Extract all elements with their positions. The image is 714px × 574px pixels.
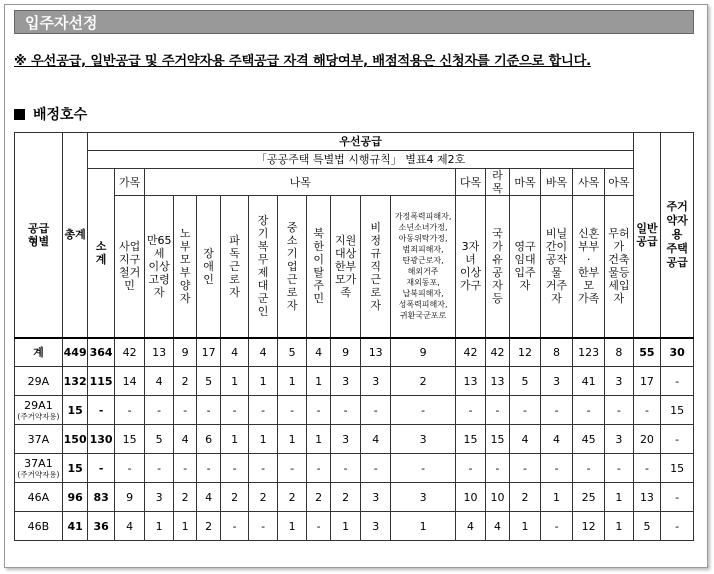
row-cell: - — [573, 454, 605, 483]
row-cell: 1 — [277, 425, 307, 454]
row-cell: - — [277, 454, 307, 483]
row-cell: - — [361, 454, 391, 483]
header-da: 다목 — [456, 169, 486, 196]
header-subtotal: 소 계 — [88, 169, 114, 338]
row-general: - — [633, 396, 661, 425]
row-cell: - — [330, 454, 361, 483]
section-title-label: 배정호수 — [33, 107, 88, 123]
row-cell: - — [307, 512, 330, 541]
header-col-10: 가정폭력피해자, 소년소녀가정, 아동위탁가정, 범죄피해자, 탄광근로자, 해외거주 재외동포, 납북피해자, 성폭력피해자, 귀환국군포로 — [390, 196, 455, 338]
row-elderly: - — [661, 512, 694, 541]
row-cell: - — [510, 396, 541, 425]
row-type: 37A — [27, 432, 50, 446]
row-cell: 5 — [510, 367, 541, 396]
row-subtotal: 36 — [88, 512, 114, 541]
header-col-12: 국 가 유 공 자 등 — [485, 196, 509, 338]
header-na: 나목 — [145, 169, 456, 196]
header-col-16: 무허 가 건축 물등 세입 자 — [604, 196, 633, 338]
row-total: 132 — [62, 367, 87, 396]
header-ga: 가목 — [114, 169, 145, 196]
row-cell: 4 — [361, 425, 391, 454]
header-col-11: 3자 녀 이상 가구 — [456, 196, 486, 338]
table-row — [15, 512, 694, 541]
row-cell: 2 — [307, 483, 330, 512]
row-cell: - — [249, 512, 278, 541]
row-cell: 1 — [510, 512, 541, 541]
row-cell: 1 — [307, 425, 330, 454]
row-cell: - — [390, 396, 455, 425]
row-cell: 3 — [390, 425, 455, 454]
row-cell: - — [456, 396, 486, 425]
row-cell: - — [510, 454, 541, 483]
row-cell: 13 — [361, 338, 391, 367]
table-row — [15, 338, 694, 367]
row-cell: 4 — [114, 512, 145, 541]
row-cell: 9 — [114, 483, 145, 512]
row-cell: 2 — [173, 483, 196, 512]
row-type: 46A — [27, 490, 50, 504]
row-type-cell — [15, 454, 63, 483]
row-cell: 3 — [540, 367, 573, 396]
row-cell: - — [604, 454, 633, 483]
row-cell: - — [145, 454, 174, 483]
row-type-cell — [15, 367, 63, 396]
row-cell: 1 — [390, 512, 455, 541]
row-cell: - — [220, 454, 249, 483]
row-cell: - — [249, 454, 278, 483]
row-cell: - — [540, 454, 573, 483]
row-cell: 5 — [145, 425, 174, 454]
allocation-table-wrap — [14, 132, 694, 541]
row-type: 46B — [27, 519, 50, 533]
row-elderly: 15 — [661, 454, 694, 483]
notice-text: ※ 우선공급, 일반공급 및 주거약자용 주택공급 자격 해당여부, 배점적용은 신청자를 기준으로 합니다. — [14, 54, 591, 69]
row-cell: - — [145, 396, 174, 425]
row-cell: 12 — [510, 338, 541, 367]
row-cell: 2 — [330, 483, 361, 512]
row-cell: 123 — [573, 338, 605, 367]
row-type-sub: (주거약자용) — [17, 412, 60, 421]
row-cell: - — [540, 512, 573, 541]
row-cell: - — [277, 396, 307, 425]
row-cell: - — [361, 396, 391, 425]
row-cell: 4 — [220, 338, 249, 367]
row-general: 5 — [633, 512, 661, 541]
row-cell: 6 — [197, 425, 220, 454]
row-subtotal: - — [88, 396, 114, 425]
row-type-sub: (주거약자용) — [17, 470, 60, 479]
row-cell: 4 — [485, 512, 509, 541]
header-ra: 라 목 — [485, 169, 509, 196]
row-cell: 13 — [456, 367, 486, 396]
header-col-9: 비 정 규 직 근 로 자 — [361, 196, 391, 338]
header-col-0: 사업 지구 철거 민 — [114, 196, 145, 338]
row-cell: - — [114, 454, 145, 483]
row-total: 41 — [62, 512, 87, 541]
row-elderly: 30 — [661, 338, 694, 367]
row-cell: - — [197, 454, 220, 483]
row-cell: 4 — [249, 338, 278, 367]
header-col-3: 장 애 인 — [197, 196, 220, 338]
header-ba: 바목 — [540, 169, 573, 196]
row-cell: 14 — [114, 367, 145, 396]
row-cell: 4 — [540, 425, 573, 454]
header-sa: 사목 — [573, 169, 605, 196]
row-elderly: - — [661, 483, 694, 512]
row-cell: - — [249, 396, 278, 425]
table-row — [15, 483, 694, 512]
header-col-1: 만65 세 이상 고령 자 — [145, 196, 174, 338]
row-cell: 15 — [114, 425, 145, 454]
row-cell: - — [307, 454, 330, 483]
row-cell: 42 — [456, 338, 486, 367]
row-general: - — [633, 454, 661, 483]
row-cell: 4 — [145, 367, 174, 396]
row-cell: 3 — [330, 367, 361, 396]
row-type: 37A1 — [24, 457, 53, 470]
row-cell: 3 — [361, 483, 391, 512]
row-cell: 15 — [456, 425, 486, 454]
row-elderly: - — [661, 367, 694, 396]
row-cell: 3 — [361, 367, 391, 396]
row-cell: - — [485, 396, 509, 425]
row-cell: 3 — [145, 483, 174, 512]
row-cell: 2 — [277, 483, 307, 512]
row-cell: 9 — [330, 338, 361, 367]
row-cell: 9 — [390, 338, 455, 367]
row-cell: 3 — [330, 425, 361, 454]
row-cell: 3 — [604, 367, 633, 396]
row-total: 15 — [62, 454, 87, 483]
header-col-6: 중 소 기 업 근 로 자 — [277, 196, 307, 338]
row-cell: 4 — [173, 425, 196, 454]
header-col-2: 노 부 모 부 양 자 — [173, 196, 196, 338]
row-cell: 2 — [249, 483, 278, 512]
header-col-7: 북 한 이 탈 주 민 — [307, 196, 330, 338]
row-subtotal: 115 — [88, 367, 114, 396]
row-cell: 4 — [456, 512, 486, 541]
row-cell: - — [485, 454, 509, 483]
row-total: 150 — [62, 425, 87, 454]
table-row — [15, 425, 694, 454]
row-cell: 5 — [197, 367, 220, 396]
row-cell: 13 — [485, 367, 509, 396]
row-cell: 13 — [145, 338, 174, 367]
row-cell: 4 — [197, 483, 220, 512]
row-total: 15 — [62, 396, 87, 425]
row-cell: - — [220, 512, 249, 541]
row-subtotal: 83 — [88, 483, 114, 512]
row-cell: 8 — [604, 338, 633, 367]
row-cell: - — [456, 454, 486, 483]
row-type-cell — [15, 483, 63, 512]
row-cell: 41 — [573, 367, 605, 396]
header-total: 총계 — [62, 133, 87, 338]
row-cell: 1 — [220, 425, 249, 454]
row-cell: - — [173, 454, 196, 483]
row-type-cell — [15, 512, 63, 541]
row-cell: 8 — [540, 338, 573, 367]
header-a: 아목 — [604, 169, 633, 196]
row-general: 13 — [633, 483, 661, 512]
row-cell: - — [330, 396, 361, 425]
row-type-cell — [15, 425, 63, 454]
row-cell: - — [173, 396, 196, 425]
header-col-8: 지원 대상 한부 모가 족 — [330, 196, 361, 338]
section-header-bar: 입주자선정 — [14, 10, 694, 34]
row-cell: 1 — [277, 367, 307, 396]
row-cell: 2 — [510, 483, 541, 512]
header-elderly: 주거 약자 용 주택 공급 — [661, 133, 694, 338]
row-cell: - — [573, 396, 605, 425]
row-type-cell — [15, 338, 63, 367]
row-type: 29A1 — [24, 399, 53, 412]
row-cell: 1 — [604, 483, 633, 512]
row-subtotal: 364 — [88, 338, 114, 367]
row-cell: - — [540, 396, 573, 425]
row-type: 29A — [27, 374, 50, 388]
header-general: 일반 공급 — [633, 133, 661, 338]
header-ma: 마목 — [510, 169, 541, 196]
row-cell: 2 — [173, 367, 196, 396]
row-cell: - — [220, 396, 249, 425]
row-cell: 1 — [330, 512, 361, 541]
row-cell: 12 — [573, 512, 605, 541]
row-cell: 42 — [114, 338, 145, 367]
header-type: 공급 형별 — [15, 133, 63, 338]
row-cell: 3 — [604, 425, 633, 454]
table-row — [15, 454, 694, 483]
row-cell: - — [114, 396, 145, 425]
row-cell: 2 — [390, 367, 455, 396]
row-cell: 1 — [249, 367, 278, 396]
row-cell: 1 — [540, 483, 573, 512]
header-col-4: 파 독 근 로 자 — [220, 196, 249, 338]
table-row — [15, 367, 694, 396]
row-total: 96 — [62, 483, 87, 512]
row-cell: 3 — [361, 512, 391, 541]
row-cell: 1 — [220, 367, 249, 396]
square-bullet-icon — [14, 109, 25, 120]
row-cell: 15 — [485, 425, 509, 454]
row-elderly: 15 — [661, 396, 694, 425]
row-cell: 1 — [277, 512, 307, 541]
row-cell: - — [604, 396, 633, 425]
allocation-table — [14, 132, 694, 541]
row-cell: 25 — [573, 483, 605, 512]
row-total: 449 — [62, 338, 87, 367]
header-col-13: 영구 임대 입주 자 — [510, 196, 541, 338]
row-general: 17 — [633, 367, 661, 396]
row-cell: - — [307, 396, 330, 425]
row-cell: 4 — [307, 338, 330, 367]
row-cell: 1 — [145, 512, 174, 541]
row-cell: 4 — [510, 425, 541, 454]
row-general: 55 — [633, 338, 661, 367]
row-type: 계 — [33, 346, 44, 360]
row-cell: 10 — [456, 483, 486, 512]
header-col-14: 비닐 간이 공작 물 거주 자 — [540, 196, 573, 338]
row-subtotal: 130 — [88, 425, 114, 454]
row-type-cell — [15, 396, 63, 425]
table-row — [15, 396, 694, 425]
row-cell: 45 — [573, 425, 605, 454]
row-cell: 1 — [307, 367, 330, 396]
row-cell: - — [197, 396, 220, 425]
row-cell: 9 — [173, 338, 196, 367]
row-cell: 1 — [249, 425, 278, 454]
row-elderly: - — [661, 425, 694, 454]
row-cell: 42 — [485, 338, 509, 367]
header-priority: 우선공급 — [88, 133, 633, 151]
header-col-15: 신혼 부부 · 한부 모 가족 — [573, 196, 605, 338]
row-cell: 17 — [197, 338, 220, 367]
row-cell: 5 — [277, 338, 307, 367]
row-subtotal: - — [88, 454, 114, 483]
section-title — [14, 104, 87, 124]
row-general: 20 — [633, 425, 661, 454]
row-cell: 1 — [604, 512, 633, 541]
row-cell: 2 — [220, 483, 249, 512]
row-cell: - — [390, 454, 455, 483]
header-col-5: 장 기 복 무 제 대 군 인 — [249, 196, 278, 338]
row-cell: 1 — [173, 512, 196, 541]
row-cell: 10 — [485, 483, 509, 512]
header-rule: 「공공주택 특별법 시행규칙」 별표4 제2호 — [88, 151, 633, 169]
row-cell: 3 — [390, 483, 455, 512]
row-cell: 2 — [197, 512, 220, 541]
